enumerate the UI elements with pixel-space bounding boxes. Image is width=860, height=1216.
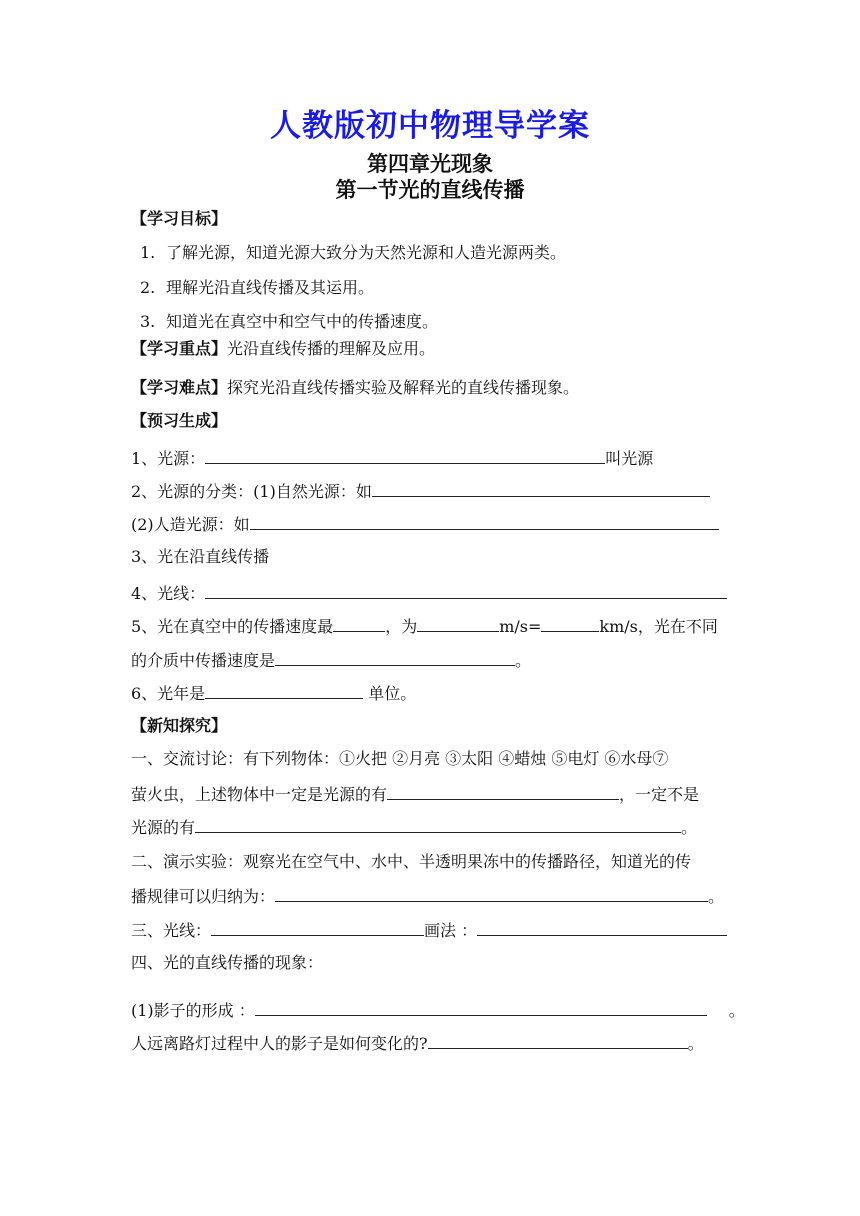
answer-blank[interactable]	[428, 1031, 688, 1049]
question-text: 人远离路灯过程中人的影子是如何变化的?	[131, 1034, 428, 1053]
difficulty-point	[131, 377, 579, 399]
answer-blank[interactable]	[205, 446, 605, 464]
answer-blank[interactable]	[205, 681, 363, 699]
explore-para-1b	[131, 782, 699, 806]
goal-text: 了解光源，知道光源大致分为天然光源和人造光源两类。	[166, 243, 567, 262]
answer-blank[interactable]	[275, 884, 708, 902]
answer-blank[interactable]	[333, 614, 385, 632]
question-text: 。	[728, 1001, 745, 1020]
preview-heading: 【预习生成】	[131, 411, 228, 430]
question-text: 6、光年是	[131, 684, 206, 703]
explore-para-2b	[131, 884, 724, 908]
explore-para-5	[131, 998, 745, 1022]
explore-para-1c	[131, 815, 697, 839]
preview-question-5	[131, 614, 718, 638]
question-text: 叫光源	[605, 449, 654, 468]
goal-text: 知道光在真空中和空气中的传播速度。	[166, 312, 439, 331]
explore-para-4: 四、光的直线传播的现象：	[131, 953, 324, 972]
question-text: 光源的有	[131, 818, 196, 837]
preview-question-1	[131, 446, 653, 470]
goal-item-2	[140, 277, 374, 299]
preview-question-3: 3、光在沿直线传播	[131, 547, 270, 566]
answer-blank[interactable]	[541, 614, 599, 632]
answer-blank[interactable]	[477, 918, 727, 936]
question-text: 1、光源：	[131, 449, 206, 468]
question-text: 。	[681, 818, 698, 837]
answer-blank[interactable]	[250, 512, 719, 530]
chapter-title: 第四章光现象	[367, 152, 493, 176]
question-text: 萤火虫，上述物体中一定是光源的有	[131, 785, 388, 804]
question-text: 的介质中传播速度是	[131, 651, 276, 670]
question-text: ，一定不是	[619, 785, 700, 804]
question-text: 。	[515, 651, 532, 670]
key-point-label: 【学习重点】	[131, 339, 228, 358]
question-text: 播规律可以归纳为：	[131, 887, 276, 906]
question-text: (1)影子的形成 ：	[131, 1001, 255, 1020]
question-text: 。	[687, 1034, 704, 1053]
explore-para-2a: 二、演示实验：观察光在空气中、水中、半透明果冻中的传播路径，知道光的传	[131, 852, 692, 871]
question-text: 4、光线：	[131, 584, 206, 603]
question-text: 画法 ：	[424, 921, 478, 940]
answer-blank[interactable]	[387, 782, 619, 800]
explore-para-3	[131, 918, 727, 942]
question-text: m/s=	[499, 617, 542, 636]
goals-heading: 【学习目标】	[131, 209, 228, 228]
preview-question-2	[131, 479, 710, 503]
question-text: 2、光源的分类：(1)自然光源：如	[131, 482, 372, 501]
question-text: (2)人造光源：如	[131, 515, 250, 534]
goal-number: 2.	[140, 278, 156, 297]
document-title: 人教版初中物理导学案	[270, 108, 590, 144]
answer-blank[interactable]	[417, 614, 499, 632]
goal-item-1	[140, 242, 566, 264]
explore-para-6	[131, 1031, 704, 1055]
preview-question-2b	[131, 512, 719, 536]
answer-blank[interactable]	[275, 648, 515, 666]
question-text: 5、光在真空中的传播速度最	[131, 617, 334, 636]
answer-blank[interactable]	[211, 918, 424, 936]
goal-number: 1.	[140, 243, 156, 262]
difficulty-text: 探究光沿直线传播实验及解释光的直线传播现象。	[227, 378, 580, 397]
key-point	[131, 338, 435, 360]
question-text: 。	[708, 887, 725, 906]
answer-blank[interactable]	[195, 815, 681, 833]
section-title: 第一节光的直线传播	[335, 178, 525, 202]
preview-question-6	[131, 681, 416, 705]
answer-blank[interactable]	[255, 998, 707, 1016]
difficulty-label: 【学习难点】	[131, 378, 228, 397]
question-text: 单位。	[363, 684, 417, 703]
question-text: 三、光线：	[131, 921, 212, 940]
goal-text: 理解光沿直线传播及其运用。	[166, 278, 375, 297]
explore-para-1a: 一、交流讨论：有下列物体：①火把 ②月亮 ③太阳 ④蜡烛 ⑤电灯 ⑥水母⑦	[131, 749, 669, 768]
question-text: km/s，光在不同	[599, 617, 718, 636]
goal-number: 3.	[140, 312, 156, 331]
key-point-text: 光沿直线传播的理解及应用。	[227, 339, 436, 358]
answer-blank[interactable]	[205, 581, 727, 599]
question-text: ，为	[385, 617, 418, 636]
answer-blank[interactable]	[372, 479, 710, 497]
goal-item-3	[140, 311, 438, 333]
explore-heading: 【新知探究】	[131, 716, 228, 735]
preview-question-4	[131, 581, 727, 605]
preview-question-5b	[131, 648, 531, 672]
